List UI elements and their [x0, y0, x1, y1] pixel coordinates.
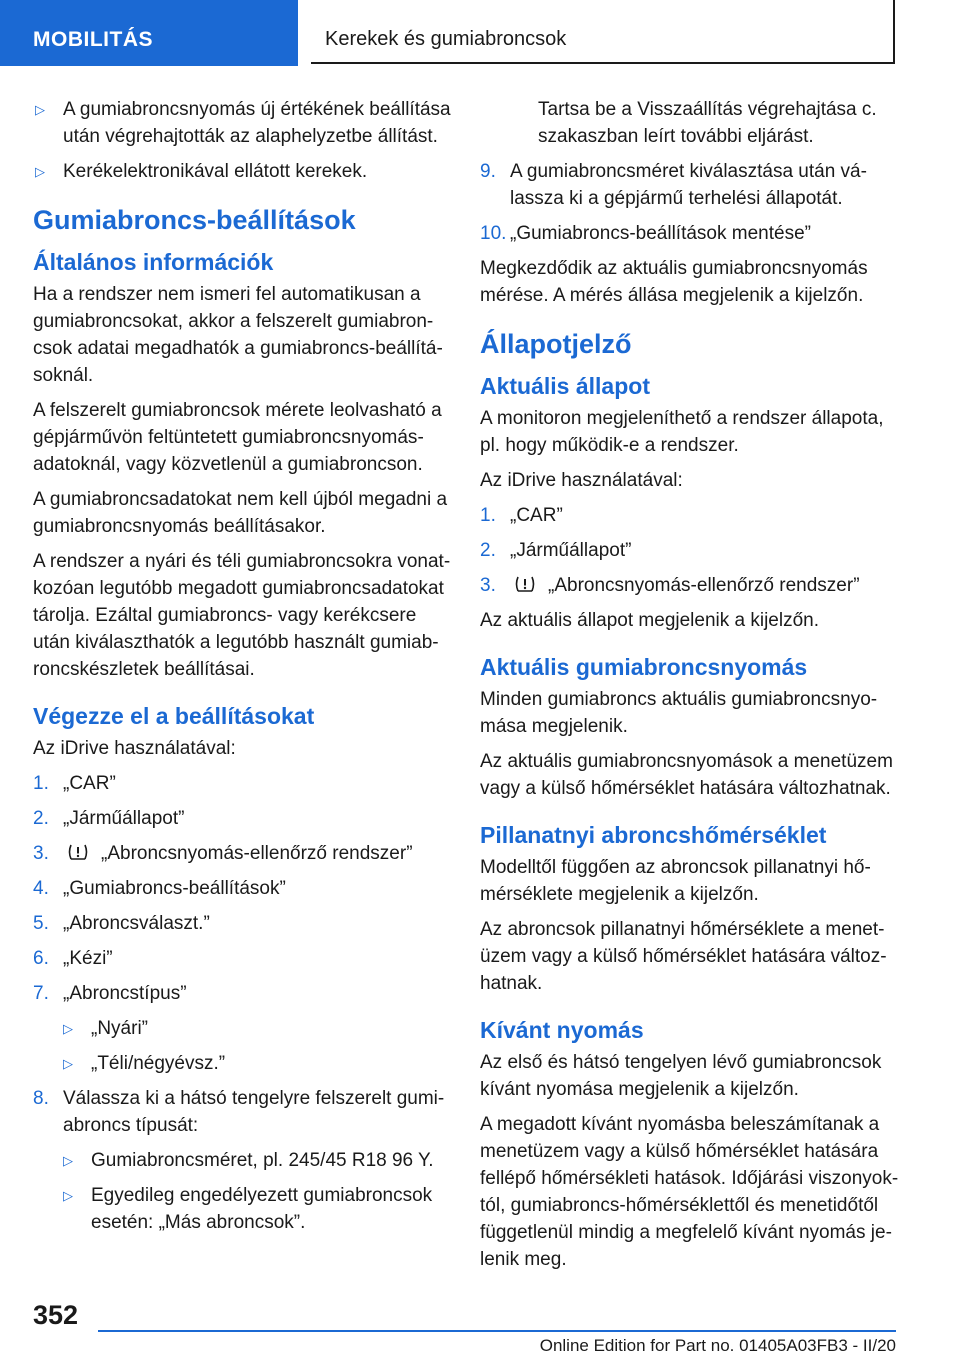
- paragraph: Az iDrive használatával:: [33, 738, 236, 759]
- section-heading: Állapotjelző: [480, 329, 632, 359]
- subsection-heading: Végezze el a beállításokat: [33, 703, 315, 729]
- left-column: [33, 96, 453, 1244]
- step-item: [33, 1085, 453, 1139]
- step-number: 2.: [480, 540, 496, 561]
- paragraph: Az aktuális gumiabroncsnyomások a menetüzem vagy a külső hőmérséklet hatására változhatnak.: [480, 751, 893, 799]
- paragraph: A monitoron megjeleníthető a rendszer állapota, pl. hogy működik-e a rendszer.: [480, 408, 884, 456]
- paragraph: Az iDrive használatával:: [480, 470, 683, 491]
- step-item: [33, 945, 453, 972]
- step-text: „CAR”: [63, 773, 116, 794]
- step-text: A gumiabroncsméret kiválasztása után válassza ki a gépjármű terhelési állapotát.: [510, 161, 867, 209]
- step-number: 1.: [33, 773, 49, 794]
- sub-bullet-item: [33, 1147, 453, 1174]
- bullet-text: Gumiabroncsméret, pl. 245/45 R18 96 Y.: [91, 1150, 434, 1171]
- subsection-heading: Aktuális állapot: [480, 373, 650, 399]
- paragraph: A gumiabroncsadatokat nem kell újból megadni a gumiabroncsnyomás beállításakor.: [33, 489, 448, 537]
- step-number: 5.: [33, 913, 49, 934]
- sub-bullet-item: [33, 1050, 453, 1077]
- triangle-bullet-icon: ▷: [35, 102, 45, 117]
- bullet-text: „Nyári”: [91, 1018, 148, 1039]
- step-text: „Abroncstípus”: [63, 983, 187, 1004]
- footer-edition: Online Edition for Part no. 01405A03FB3 - II/20: [539, 1336, 896, 1355]
- footer-divider: [98, 1330, 896, 1332]
- bullet-text: Egyedileg engedélyezett gumiabroncsok esetén: „Más abroncsok”.: [91, 1185, 433, 1233]
- step-item: [480, 502, 904, 529]
- subsection-heading: Pillanatnyi abroncshőmérséklet: [480, 822, 827, 848]
- step-item: [33, 980, 453, 1007]
- bullet-text: A gumiabroncsnyomás új értékének beállítása után végrehajtották az alaphelyzetbe állítást.: [63, 99, 451, 147]
- step-number: 10.: [480, 223, 507, 244]
- sub-bullet-item: [33, 1182, 453, 1236]
- paragraph: Az abroncsok pillanatnyi hőmérséklete a menetüzem vagy a külső hőmérséklet hatására változhatnak.: [480, 919, 887, 994]
- step-item: [33, 770, 453, 797]
- step-number: 7.: [33, 983, 49, 1004]
- step-text: „Kézi”: [63, 948, 113, 969]
- section-heading: Gumiabroncs-beállítások: [33, 205, 356, 235]
- triangle-bullet-icon: ▷: [63, 1188, 73, 1203]
- step-item: [33, 875, 453, 902]
- step-text: „Abroncsnyomás-ellenőrző rendszer”: [101, 843, 413, 864]
- step-text: „CAR”: [510, 505, 563, 526]
- step-text: „Abroncsválaszt.”: [63, 913, 210, 934]
- paragraph: Az első és hátsó tengelyen lévő gumiabroncsok kívánt nyomása megjelenik a kijelzőn.: [480, 1052, 882, 1100]
- header-chapter-tab: [311, 0, 895, 64]
- step-text: „Járműállapot”: [510, 540, 632, 561]
- subsection-heading: Kívánt nyomás: [480, 1017, 644, 1043]
- header-chapter-label: Kerekek és gumiabroncsok: [325, 28, 567, 50]
- paragraph: Az aktuális állapot megjelenik a kijelzőn.: [480, 610, 820, 631]
- sub-bullet-item: [33, 1015, 453, 1042]
- triangle-bullet-icon: ▷: [63, 1153, 73, 1168]
- triangle-bullet-icon: ▷: [63, 1021, 73, 1036]
- step-item: [480, 220, 904, 247]
- step-text: „Gumiabroncs-beállítások”: [63, 878, 286, 899]
- subsection-heading: Általános információk: [33, 249, 274, 275]
- header-section-label: MOBILITÁS: [33, 28, 153, 51]
- step-text: Válassza ki a hátsó tengelyre felszerelt gumiabroncs típusát:: [63, 1088, 445, 1136]
- paragraph: Megkezdődik az aktuális gumiabroncsnyomás mérése. A mérés állása megjelenik a kijelzőn.: [480, 258, 868, 306]
- triangle-bullet-icon: ▷: [63, 1056, 73, 1071]
- paragraph: A rendszer a nyári és téli gumiabroncsokra vonatkozóan legutóbb megadott gumiabroncsadatokat tárolja. Ezáltal gumiabroncs- vagy kerékcsere után kiválaszthatók a legutóbb használt gumiabroncskészletek beállításai.: [33, 551, 451, 680]
- step-item: [33, 910, 453, 937]
- step-number: 2.: [33, 808, 49, 829]
- paragraph: A megadott kívánt nyomásba beleszámítanak a menetüzem vagy a külső hőmérséklet hatására fellépő hőmérsékleti hatások. Időjárási viszonyoktól, gumiabroncs-hőmérséklettől és menetidőtől függetlenül mindig a megfelelő kívánt nyomás jelenik meg.: [480, 1114, 899, 1270]
- continuation-text: Tartsa be a Visszaállítás végrehajtása c. szakaszban leírt további eljárást.: [538, 99, 877, 147]
- subsection-heading: Aktuális gumiabroncsnyomás: [480, 654, 808, 680]
- paragraph: Ha a rendszer nem ismeri fel automatikusan a gumiabroncsokat, akkor a felszerelt gumiabroncsok adatai megadhatók a gumiabroncs-beállításoknál.: [33, 284, 443, 386]
- step-number: 9.: [480, 161, 496, 182]
- paragraph: Minden gumiabroncs aktuális gumiabroncsnyomása megjelenik.: [480, 689, 878, 737]
- step-number: 4.: [33, 878, 49, 899]
- step-number: 8.: [33, 1088, 49, 1109]
- tire-pressure-warning-icon: [67, 842, 89, 862]
- header-section-tab: [0, 0, 298, 66]
- step-item: [480, 572, 904, 599]
- step-number: 3.: [480, 575, 496, 596]
- step-number: 6.: [33, 948, 49, 969]
- step-item: [33, 805, 453, 832]
- bullet-text: „Téli/négyévsz.”: [91, 1053, 226, 1074]
- triangle-bullet-icon: ▷: [35, 164, 45, 179]
- step-number: 1.: [480, 505, 496, 526]
- tire-pressure-warning-icon: [514, 574, 536, 594]
- step-text: „Gumiabroncs-beállítások mentése”: [510, 223, 811, 244]
- paragraph: A felszerelt gumiabroncsok mérete leolvasható a gépjárművön feltüntetett gumiabroncsnyomásadatoknál, vagy közvetlenül a gumiabroncson.: [33, 400, 442, 475]
- step-text: „Járműállapot”: [63, 808, 185, 829]
- step-item: [33, 840, 453, 867]
- paragraph: Modelltől függően az abroncsok pillanatnyi hőmérséklete megjelenik a kijelzőn.: [480, 857, 871, 905]
- page-number: 352: [33, 1300, 79, 1330]
- step-number: 3.: [33, 843, 49, 864]
- step-item: [480, 537, 904, 564]
- right-column: [480, 96, 904, 1281]
- step-item: [480, 158, 904, 212]
- step-text: „Abroncsnyomás-ellenőrző rendszer”: [548, 575, 860, 596]
- bullet-item: [33, 96, 453, 150]
- bullet-text: Kerékelektronikával ellátott kerekek.: [63, 161, 368, 182]
- bullet-item: [33, 158, 453, 185]
